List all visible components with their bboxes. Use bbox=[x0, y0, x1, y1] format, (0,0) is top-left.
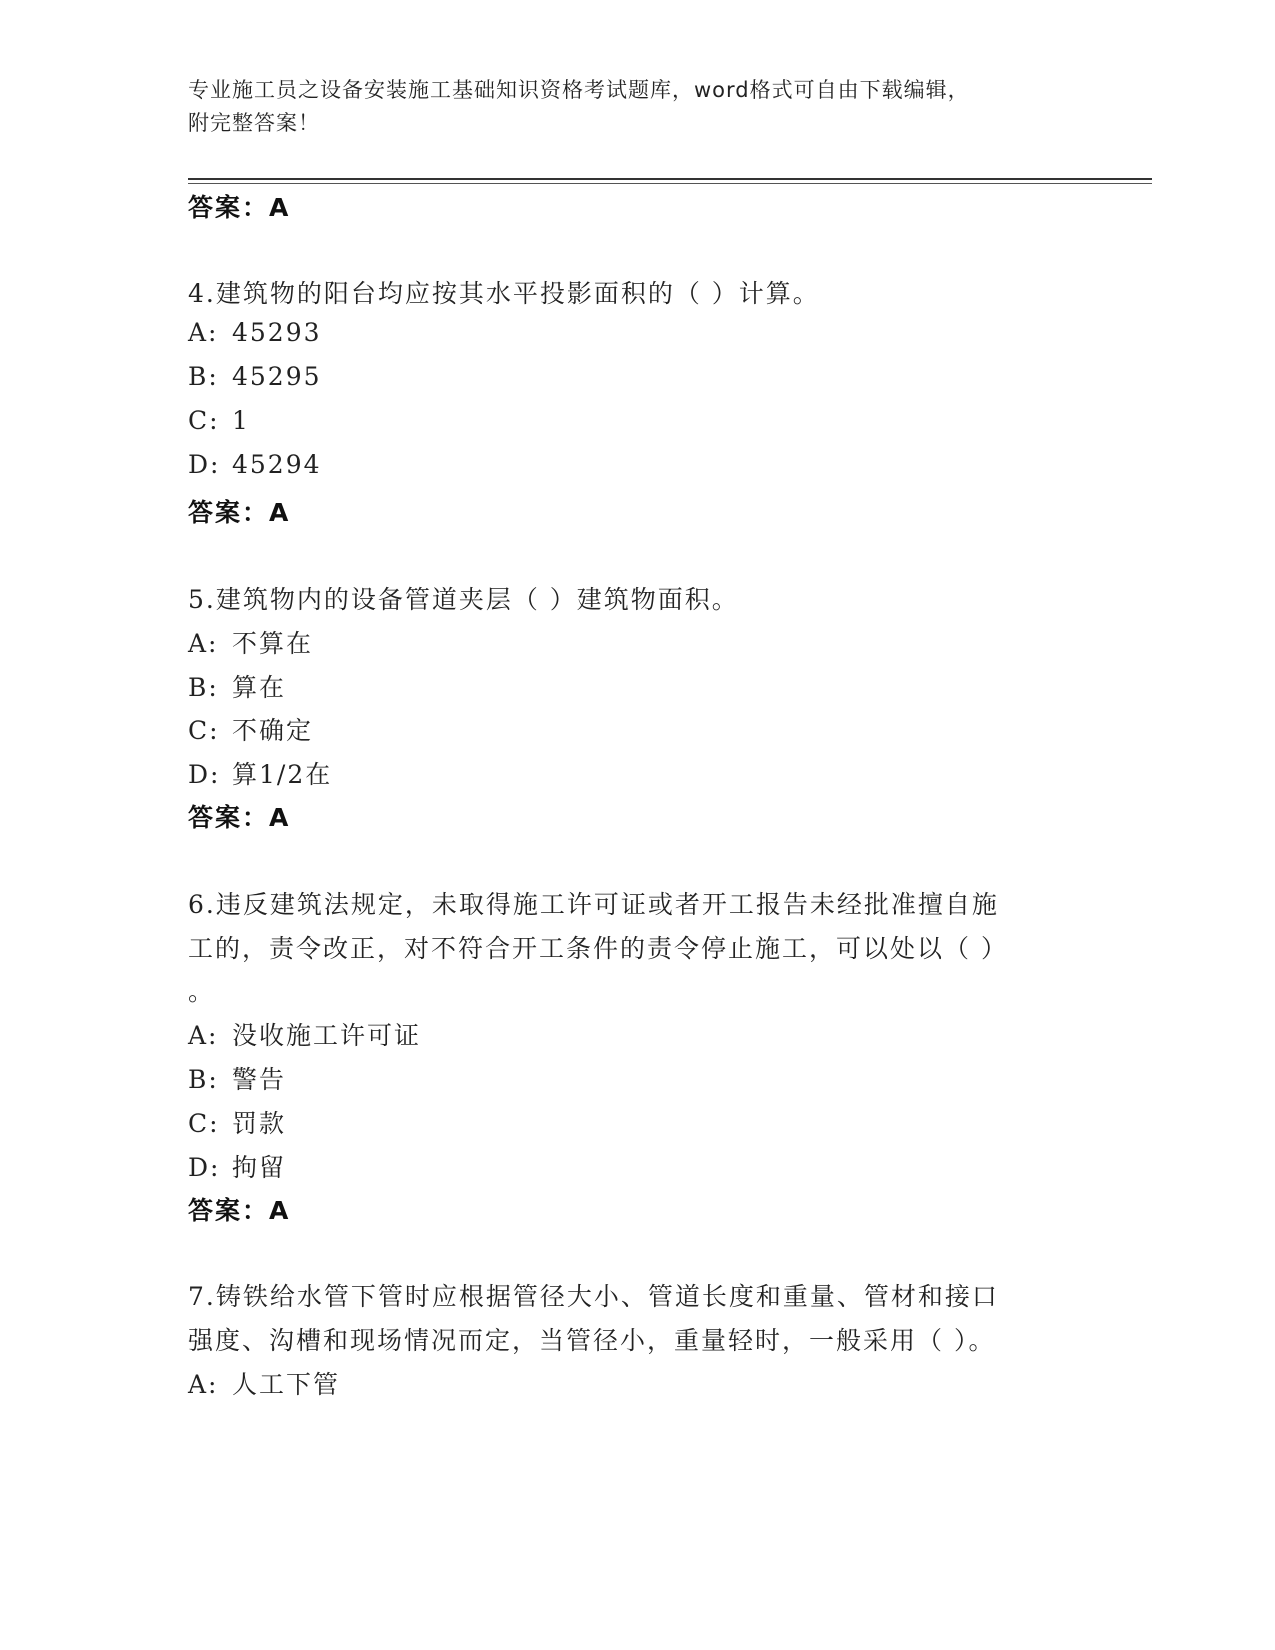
option-key: C: bbox=[188, 1109, 220, 1138]
option-key: C: bbox=[188, 716, 220, 745]
question-5-stem: 5.建筑物内的设备管道夹层（ ）建筑物面积。 bbox=[188, 585, 739, 614]
option-key: D: bbox=[188, 760, 221, 789]
option-text: 没收施工许可证 bbox=[232, 1021, 422, 1050]
option-text: 45294 bbox=[232, 450, 322, 479]
option-key: C: bbox=[188, 406, 220, 435]
question-4-option-c bbox=[188, 406, 250, 435]
question-7-option-a bbox=[188, 1365, 340, 1401]
question-5-answer: 答案：A bbox=[188, 803, 291, 832]
option-key: A: bbox=[188, 629, 219, 658]
option-key: A: bbox=[188, 1021, 219, 1050]
question-4-answer: 答案：A bbox=[188, 498, 291, 527]
option-text: 算在 bbox=[232, 673, 287, 702]
question-6-option-d bbox=[188, 1148, 286, 1184]
question-6-option-c bbox=[188, 1104, 286, 1140]
question-6-stem-line-3: 。 bbox=[188, 977, 216, 1006]
header-line-1: 专业施工员之设备安装施工基础知识资格考试题库，word格式可自由下载编辑， bbox=[188, 78, 970, 102]
option-key: B: bbox=[188, 362, 219, 391]
answer-previous: 答案：A bbox=[188, 193, 291, 222]
option-text: 45293 bbox=[232, 318, 322, 347]
option-key: D: bbox=[188, 1153, 221, 1182]
option-text: 罚款 bbox=[232, 1109, 287, 1138]
option-text: 1 bbox=[232, 406, 250, 435]
option-text: 人工下管 bbox=[232, 1370, 341, 1399]
option-text: 不确定 bbox=[232, 716, 314, 745]
question-5-option-d bbox=[188, 755, 332, 791]
option-key: D: bbox=[188, 450, 221, 479]
question-5-option-c bbox=[188, 711, 313, 747]
question-5-option-b bbox=[188, 668, 286, 704]
question-4-option-d bbox=[188, 450, 322, 479]
option-text: 警告 bbox=[232, 1065, 287, 1094]
question-4-option-a bbox=[188, 318, 322, 347]
header-line-2: 附完整答案！ bbox=[188, 111, 320, 135]
question-5-option-a bbox=[188, 624, 313, 660]
option-text: 45295 bbox=[232, 362, 322, 391]
option-key: B: bbox=[188, 673, 219, 702]
option-text: 算1/2在 bbox=[232, 760, 333, 789]
question-4-option-b bbox=[188, 362, 322, 391]
question-6-option-a bbox=[188, 1016, 421, 1052]
header-divider-thick bbox=[188, 178, 1152, 180]
question-6-stem-line-2: 工的，责令改正，对不符合开工条件的责令停止施工，可以处以（ ） bbox=[188, 934, 1008, 963]
question-6-stem-line-1: 6.违反建筑法规定，未取得施工许可证或者开工报告未经批准擅自施 bbox=[188, 890, 999, 919]
question-4-stem: 4.建筑物的阳台均应按其水平投影面积的（ ）计算。 bbox=[188, 279, 820, 308]
question-6-option-b bbox=[188, 1060, 286, 1096]
option-key: A: bbox=[188, 318, 219, 347]
question-6-answer: 答案：A bbox=[188, 1196, 291, 1225]
option-key: A: bbox=[188, 1370, 219, 1399]
question-7-stem-line-1: 7.铸铁给水管下管时应根据管径大小、管道长度和重量、管材和接口 bbox=[188, 1282, 999, 1311]
header-divider-thin bbox=[188, 183, 1152, 184]
question-7-stem-line-2: 强度、沟槽和现场情况而定，当管径小，重量轻时，一般采用（ ）。 bbox=[188, 1326, 996, 1355]
option-key: B: bbox=[188, 1065, 219, 1094]
option-text: 不算在 bbox=[232, 629, 314, 658]
option-text: 拘留 bbox=[232, 1153, 287, 1182]
document-header bbox=[188, 74, 1068, 140]
